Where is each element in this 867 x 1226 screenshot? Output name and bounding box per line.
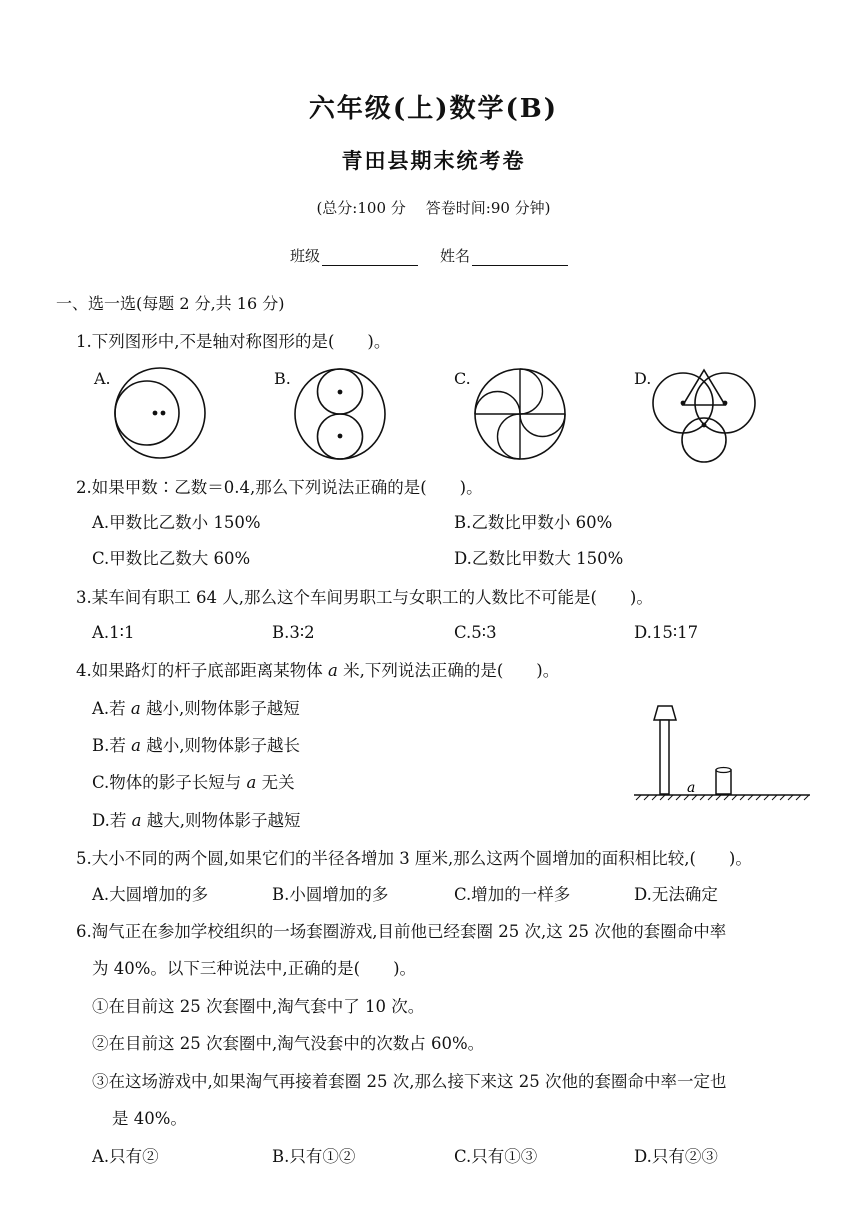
q6-option-b: B.只有①② <box>272 1147 356 1166</box>
q6-statement-1: ①在目前这 25 次套圈中,淘气套中了 10 次。 <box>92 997 425 1016</box>
q4-option-c: C.物体的影子长短与 a 无关 <box>92 773 295 792</box>
question-3-stem: 3.某车间有职工 64 人,那么这个车间男职工与女职工的人数比不可能是( )。 <box>76 588 653 607</box>
figure-street-lamp <box>628 696 814 808</box>
exam-subtitle: 青田县期末统考卷 <box>341 148 526 173</box>
question-5-stem: 5.大小不同的两个圆,如果它们的半径各增加 3 厘米,那么这两个圆增加的面积相比较,( )。 <box>76 849 752 868</box>
lamp-pole <box>660 720 669 794</box>
q4-option-d: D.若 a 越大,则物体影子越短 <box>92 811 301 830</box>
section-heading: 一、选一选(每题 2 分,共 16 分) <box>56 294 285 313</box>
q1-option-d-label: D. <box>634 369 652 388</box>
score-info: (总分:100 分 <box>316 199 406 217</box>
lamp-shade <box>654 706 676 720</box>
figure-c-pinwheel-circle <box>470 365 574 465</box>
object-cylinder <box>716 770 731 794</box>
question-6-stem-line2: 为 40%。以下三种说法中,正确的是( )。 <box>92 959 417 978</box>
q6-option-d: D.只有②③ <box>634 1147 718 1166</box>
q2-option-c: C.甲数比乙数大 60% <box>92 549 251 568</box>
q6-statement-2: ②在目前这 25 次套圈中,淘气没套中的次数占 60%。 <box>92 1034 485 1053</box>
question-1-stem: 1.下列图形中,不是轴对称图形的是( )。 <box>76 332 391 351</box>
name-blank <box>472 249 568 266</box>
q1-option-a-label: A. <box>94 369 111 388</box>
figure-b-stacked-circles <box>290 365 394 465</box>
exam-meta <box>0 197 867 218</box>
q2-option-a: A.甲数比乙数小 150% <box>92 513 261 532</box>
q6-option-a: A.只有② <box>92 1147 159 1166</box>
time-info: 答卷时间:90 分钟) <box>425 199 551 217</box>
distance-label: a <box>687 780 696 796</box>
q2-option-d: D.乙数比甲数大 150% <box>454 549 624 568</box>
q5-option-b: B.小圆增加的多 <box>272 885 389 904</box>
q3-option-c: C.5∶3 <box>454 623 497 642</box>
name-field <box>440 245 568 266</box>
q1-option-b-label: B. <box>274 369 291 388</box>
question-2-stem: 2.如果甲数∶乙数＝0.4,那么下列说法正确的是( )。 <box>76 478 483 497</box>
q3-option-a: A.1∶1 <box>92 623 135 642</box>
class-field <box>290 245 418 266</box>
q1-option-c-label: C. <box>454 369 471 388</box>
q5-option-d: D.无法确定 <box>634 885 718 904</box>
q6-statement-3-line2: 是 40%。 <box>112 1109 187 1128</box>
q4-option-b: B.若 a 越小,则物体影子越长 <box>92 736 300 755</box>
class-blank <box>322 249 418 266</box>
class-label: 班级 <box>290 247 321 265</box>
question-4-stem: 4.如果路灯的杆子底部距离某物体 a 米,下列说法正确的是( )。 <box>76 661 560 680</box>
q2-option-b: B.乙数比甲数小 60% <box>454 513 613 532</box>
q3-option-b: B.3∶2 <box>272 623 315 642</box>
figure-a-nested-circles <box>110 365 214 465</box>
q6-statement-3-line1: ③在这场游戏中,如果淘气再接着套圈 25 次,那么接下来这 25 次他的套圈命中率一定也 <box>92 1072 727 1091</box>
q4-option-a: A.若 a 越小,则物体影子越短 <box>92 699 300 718</box>
q5-option-a: A.大圆增加的多 <box>92 885 209 904</box>
question-6-stem-line1: 6.淘气正在参加学校组织的一场套圈游戏,目前他已经套圈 25 次,这 25 次他的套圈命中率 <box>76 922 727 941</box>
q5-option-c: C.增加的一样多 <box>454 885 571 904</box>
figure-d-three-circles-triangle <box>650 360 760 465</box>
name-label: 姓名 <box>440 247 471 265</box>
exam-title: 六年级(上)数学(B) <box>308 94 559 124</box>
q3-option-d: D.15∶17 <box>634 623 699 642</box>
q6-option-c: C.只有①③ <box>454 1147 538 1166</box>
